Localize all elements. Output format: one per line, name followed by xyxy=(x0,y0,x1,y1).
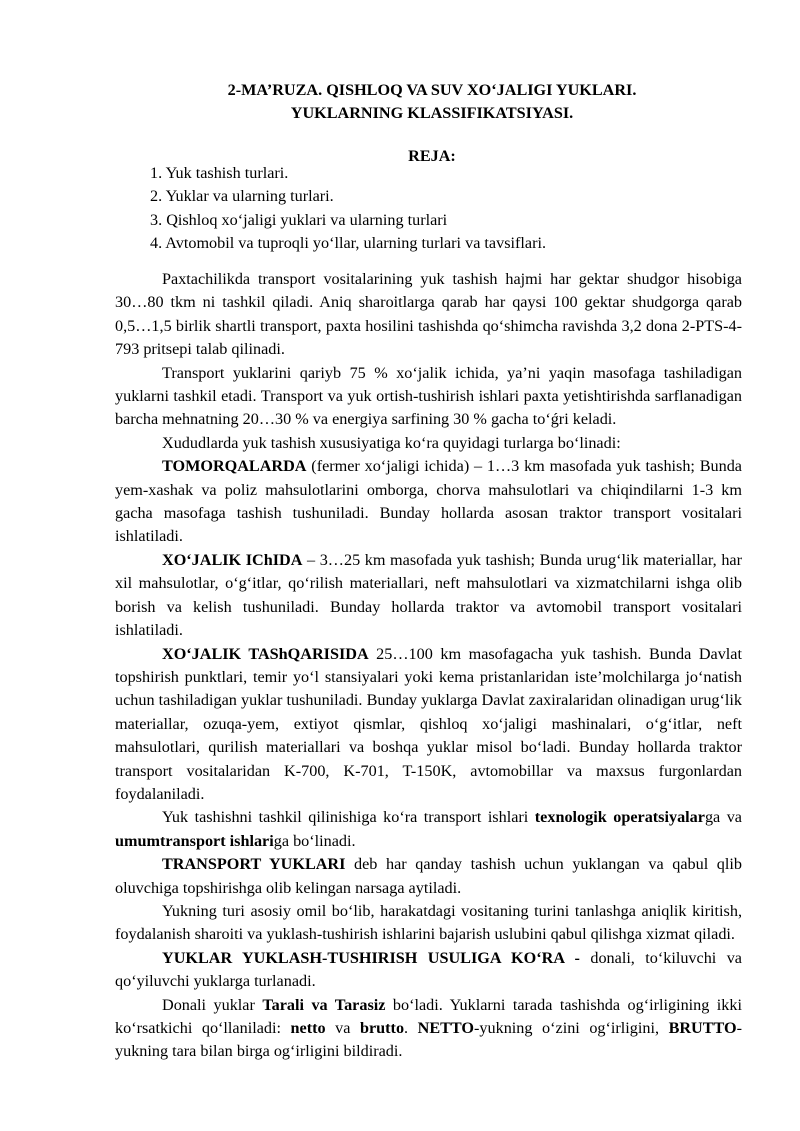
paragraph-tomorqa: TOMORQALARDA (fermer xo‘jaligi ichida) – 1…3 km masofada yuk tashish; Bunda yem-xashak va poliz mahsulotlarini omborga, chorva mahsulotlari va chiqindilarni 1-3 km gacha masofaga tashish tushuniladi. Bunday hollarda asosan traktor transport vositalari ishlatiladi. xyxy=(115,457,742,546)
term-technological-operations: texnologik operatsiyalar xyxy=(534,808,705,827)
paragraph-inside-farm: XO‘JALIK IChIDA – 3…25 km masofada yuk tashish; Bunda urug‘lik materiallar, har xil mahsulotlar, o‘g‘itlar, qo‘rilish materiallari, neft mahsulotlari va xizmatchilarni ishga olib borish va kelish tushuniladi. Bunday hollarda traktor va avtomobil transport vositalari ishlatiladi. xyxy=(115,550,742,640)
term-xojalik-tashqarisida: XO‘JALIK TAShQARISIDA xyxy=(162,644,369,663)
term-netto: netto xyxy=(290,1019,326,1037)
plan-item: 4. Avtomobil va tuproqli yo‘llar, ularning turlari va tavsiflari. xyxy=(150,234,547,253)
paragraph-transport-cargo: TRANSPORT YUKLARI deb har qanday tashish uchun yuklangan va qabul qlib oluvchiga topshirishga olib kelingan narsaga aytiladi. xyxy=(115,855,742,897)
term-loading-method: YUKLAR YUKLASH-TUSHIRISH USULIGA KO‘RA - xyxy=(162,948,580,967)
plan-item: 2. Yuklar va ularning turlari. xyxy=(150,187,334,206)
plan-heading: REJA: xyxy=(408,147,456,165)
paragraph-work-types: Yuk tashishni tashkil qilinishiga ko‘ra transport ishlari texnologik operatsiyalarga va umumtransport ishlariga bo‘linadi. xyxy=(115,808,742,850)
term-netto-definition: NETTO xyxy=(417,1019,475,1037)
paragraph-cargo-volume: Paxtachilikda transport vositalarining yuk tashish hajmi har gektar shudgor hisobiga 30…80 tkm ni tashkil qiladi. Aniq sharoitlarga qarab har qaysi 100 gektar shudgorga qarab 0,5…1,5 birlik shartli transport, paxta hosilini tashishda qo‘shimcha ravishda 3,2 dona 2-PTS-4-793 pritsepi talab qilinadi. xyxy=(115,270,742,359)
paragraph-transport-share: Transport yuklarini qariyb 75 % xo‘jalik ichida, ya’ni yaqin masofaga tashiladigan yuklarni tashkil etadi. Transport va yuk ortish-tushirish ishlari paxta yetishtirishda sarflanadigan barcha mehnatning 20…30 % va energiya sarfining 30 % gacha to‘ǵri keladi. xyxy=(115,363,742,429)
paragraph-loading-method: YUKLAR YUKLASH-TUSHIRISH USULIGA KO‘RA - donali, to‘kiluvchi va qo‘yiluvchi yuklarga turlanadi. xyxy=(115,948,742,991)
plan-item: 1. Yuk tashish turlari. xyxy=(150,164,289,182)
lecture-title: 2-MA’RUZA. QISHLOQ VA SUV XO‘JALIGI YUKLARI. xyxy=(227,81,637,99)
paragraph-piece-cargo: Donali yuklar Tarali va Tarasiz bo‘ladi. Yuklarni tarada tashishda og‘irligining ikki ko‘rsatkichi qo‘llaniladi: netto va brutto. NETTO-yukning o‘zini og‘irligini, BRUTTO-yukning tara bilan birga og‘irligini bildiradi. xyxy=(115,995,743,1061)
plan-item: 3. Qishloq xo‘jaligi yuklari va ularning turlari xyxy=(150,210,448,229)
term-transport-yuklari: TRANSPORT YUKLARI xyxy=(162,855,346,874)
term-brutto: brutto xyxy=(359,1019,405,1037)
term-tarali-tarasiz: Tarali va Tarasiz xyxy=(262,995,386,1014)
paragraph-outside-farm: XO‘JALIK TAShQARISIDA 25…100 km masofagacha yuk tashish. Bunda Davlat topshirish punktlari, temir yo‘l stansiyalari yoki kema pristanlaridan iste’molchilarga jo‘natish uchun tashiladigan yuklar tushuniladi. Bunday yuklarga Davlat zaxiralaridan olinadigan urug‘lik materiallar, ozuqa-yem, extiyot qismlar, qishloq xo‘jaligi mashinalari, o‘g‘itlar, neft mahsulotlari, qurilish materiallari va boshqa yuklar misol bo‘ladi. Bunday hollarda traktor transport vositalaridan K-700, K-701, T-150K, avtomobillar va maxsus furgonlardan foydalaniladi. xyxy=(115,644,742,803)
plan-list xyxy=(150,162,546,256)
term-brutto-definition: BRUTTO xyxy=(668,1019,737,1037)
term-general-transport-work: umumtransport ishlari xyxy=(115,831,274,850)
paragraph-classification-intro: Xududlarda yuk tashish xususiyatiga ko‘ra quyidagi turlarga bo‘linadi: xyxy=(162,433,621,452)
lecture-subtitle: YUKLARNING KLASSIFIKATSIYASI. xyxy=(290,104,574,122)
term-xojalik-ichida: XO‘JALIK IChIDA xyxy=(162,550,303,569)
lecture-body xyxy=(115,268,742,1064)
paragraph-cargo-type: Yukning turi asosiy omil bo‘lib, harakatdagi vositaning turini tanlashga aniqlik kiritish, foydalanish sharoiti va yuklash-tushirish ishlarini bajarish uslubini qabul qilishga xizmat qiladi. xyxy=(115,901,742,944)
term-tomorqalarda: TOMORQALARDA xyxy=(162,457,307,476)
